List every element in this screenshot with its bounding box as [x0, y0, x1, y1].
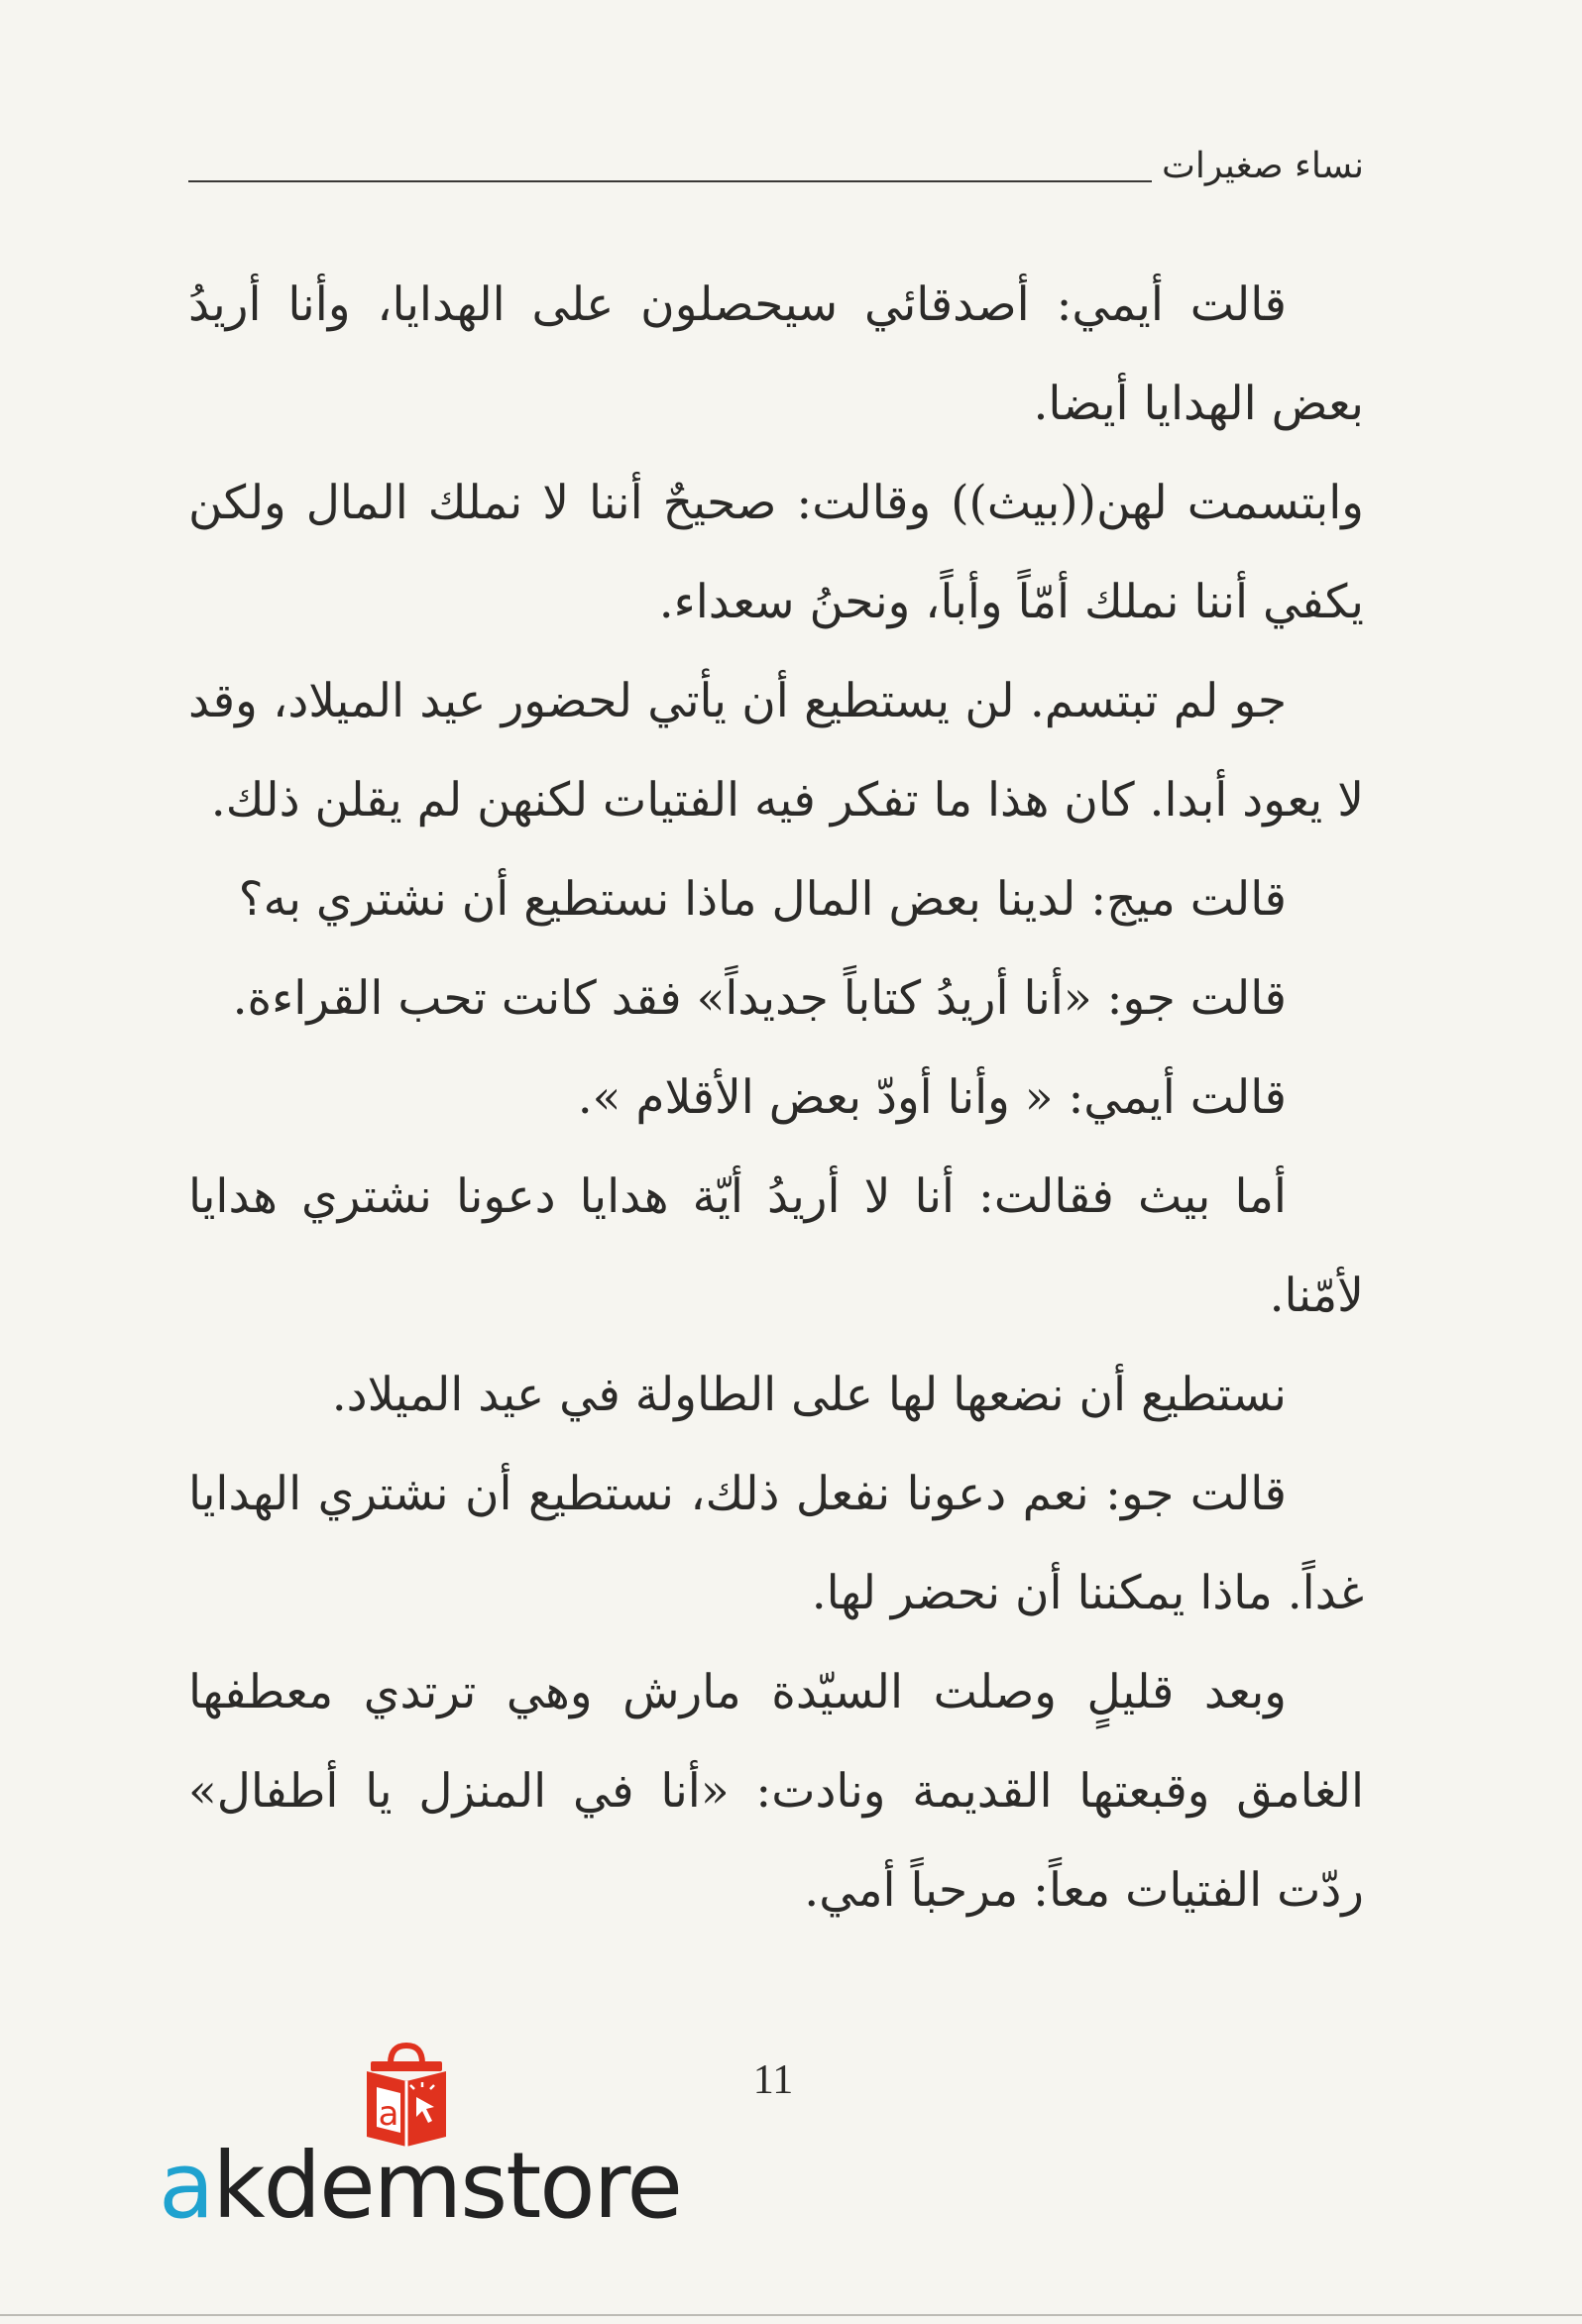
paragraph-3: جو لم تبتسم. لن يستطيع أن يأتي لحضور عيد الميلاد، وقد لا يعود أبدا. كان هذا ما تفكر فيه الفتيات لكنهن لم يقلن ذلك.	[188, 674, 1364, 828]
paragraph-7: أما بيث فقالت: أنا لا أريدُ أيّة هدايا دعونا نشتري هدايا لأمّنا.	[188, 1169, 1364, 1323]
paragraph-2: وابتسمت لهن((بيث)) وقالت: صحيحٌ أننا لا نملك المال ولكن يكفي أننا نملك أمّاً وأباً، ونحنُ سعداء.	[188, 476, 1364, 629]
paragraph-5: قالت جو: «أنا أريدُ كتاباً جديداً» فقد كانت تحب القراءة.	[232, 971, 1287, 1026]
paragraph-4: قالت ميج: لدينا بعض المال ماذا نستطيع أن نشتري به؟	[238, 872, 1287, 927]
page-bottom-edge	[0, 2314, 1582, 2316]
logo-wordmark	[159, 2133, 681, 2239]
akdemstore-watermark-logo	[159, 2042, 681, 2240]
logo-word: kdemstore	[212, 2133, 681, 2239]
logo-accent-letter: a	[159, 2133, 213, 2239]
book-title: نساء صغيرات	[1161, 146, 1364, 186]
running-header	[188, 129, 1364, 188]
page-body	[188, 256, 1364, 1940]
paragraph-1: قالت أيمي: أصدقائي سيحصلون على الهدايا، وأنا أريدُ بعض الهدايا أيضا.	[188, 277, 1364, 431]
paragraph-9: قالت جو: نعم دعونا نفعل ذلك، نستطيع أن نشتري الهدايا غداً. ماذا يمكننا أن نحضر لها.	[188, 1467, 1364, 1620]
paragraph-8: نستطيع أن نضعها لها على الطاولة في عيد الميلاد.	[331, 1368, 1287, 1422]
page-number: 11	[752, 2057, 794, 2103]
header-rule	[188, 180, 1152, 182]
paragraph-10: وبعد قليلٍ وصلت السيّدة مارش وهي ترتدي معطفها الغامق وقبعتها القديمة ونادت: «أنا في المنزل يا أطفال» ردّت الفتيات معاً: مرحباً أمي.	[188, 1665, 1364, 1918]
logo-icon-letter: a	[378, 2094, 399, 2134]
paragraph-6: قالت أيمي: « وأنا أودّ بعض الأقلام ».	[577, 1070, 1287, 1125]
